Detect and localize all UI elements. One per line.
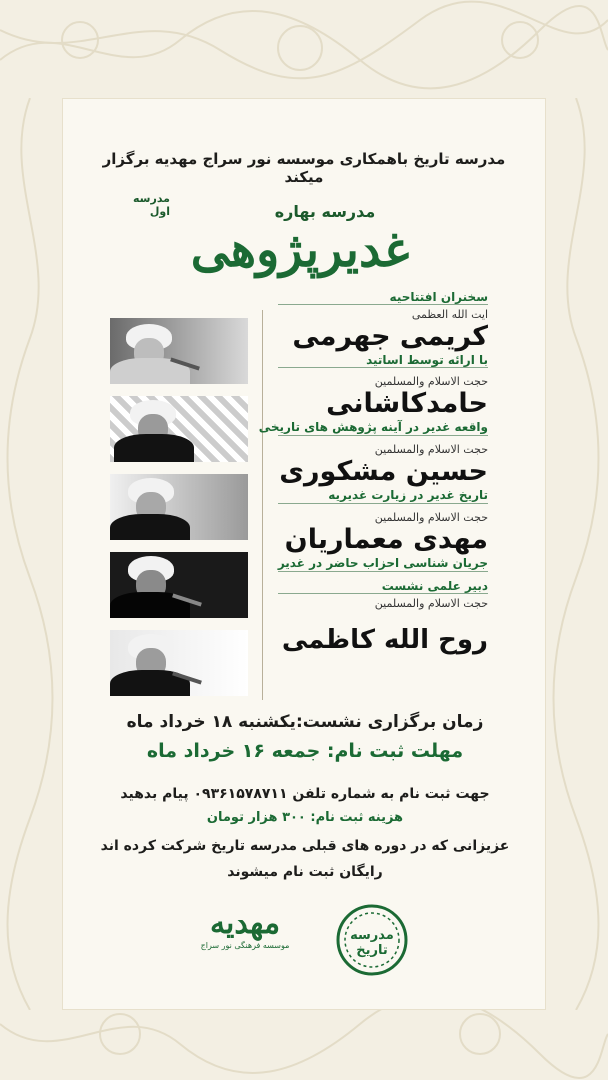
speaker-topic: تاریخ غدیر در زیارت غدیریه: [278, 488, 488, 504]
registration-fee: هزینه ثبت نام: ۳۰۰ هزار تومان: [206, 810, 404, 825]
speaker-label: سخنران افتتاحیه: [278, 290, 488, 305]
logos: [180, 898, 430, 988]
speaker-name: مهدی معماریان: [284, 524, 488, 555]
speaker-topic: واقعه غدیر در آینه پژوهش های تاریخی: [258, 420, 488, 434]
speaker-block-5: [278, 579, 488, 656]
speaker-honorific: حجت الاسلام والمسلمین: [374, 443, 488, 456]
registration-deadline: مهلت ثبت نام: جمعه ۱۶ خرداد ماه: [146, 740, 464, 762]
title-main: غدیرپژوهی: [190, 222, 410, 278]
registration-phone: جهت ثبت نام به شماره تلفن ۰۹۳۶۱۵۷۸۷۱۱ پیام بدهید: [120, 786, 490, 802]
speaker-honorific: حجت الاسلام والمسلمین: [374, 597, 488, 610]
top-ornament: [0, 0, 608, 96]
mahdieh-logo-text: مهدیه: [209, 906, 281, 941]
free-note-line-2: رایگان ثبت نام میشوند: [227, 864, 383, 880]
history-school-logo: [334, 902, 410, 978]
speaker-photos: [110, 318, 248, 708]
intro-text: مدرسه تاریخ باهمکاری موسسه نور سراج مهدیه برگزار میکند: [102, 150, 506, 186]
speaker-honorific: ایت الله العظمی: [411, 308, 488, 321]
speaker-photo-2: [110, 396, 248, 462]
title-tag: مدرسه اول: [133, 192, 170, 218]
title-subheading: مدرسه بهاره: [274, 202, 376, 221]
speaker-name: حسین مشکوری: [279, 456, 488, 487]
speaker-block-1: [278, 290, 488, 368]
free-note-line-1: عزیزانی که در دوره های قبلی مدرسه تاریخ شرکت کرده اند: [100, 838, 510, 854]
speaker-name: کریمی جهرمی: [292, 321, 488, 352]
speaker-photo-5: [110, 630, 248, 696]
left-ornament: [0, 98, 62, 1010]
speaker-name: حامدکاشانی: [326, 388, 488, 419]
speaker-honorific: حجت الاسلام والمسلمین: [374, 375, 488, 388]
speaker-name: روح الله کاظمی: [281, 625, 488, 655]
speaker-photo-1: [110, 318, 248, 384]
title-block: [100, 180, 500, 300]
vertical-divider: [262, 310, 263, 700]
presenters-label: با ارائه توسط اساتید: [278, 353, 488, 368]
speaker-block-4: [278, 511, 488, 572]
speaker-photo-3: [110, 474, 248, 540]
speaker-label: دبیر علمی نشست: [278, 579, 488, 594]
speaker-photo-4: [110, 552, 248, 618]
speaker-block-3: [278, 443, 488, 504]
mahdieh-logo: [190, 906, 300, 976]
event-date: زمان برگزاری نشست:یکشنبه ۱۸ خرداد ماه: [126, 712, 484, 732]
right-ornament: [546, 98, 608, 1010]
speaker-honorific: حجت الاسلام والمسلمین: [374, 511, 488, 524]
speaker-block-2: [258, 375, 488, 436]
speakers-list: [258, 290, 488, 656]
mahdieh-logo-caption: موسسه فرهنگی نور سراج: [200, 941, 290, 950]
history-school-logo-text: مدرسه تاریخ: [350, 928, 394, 958]
speaker-topic: جریان شناسی احزاب حاضر در غدیر: [277, 556, 488, 570]
